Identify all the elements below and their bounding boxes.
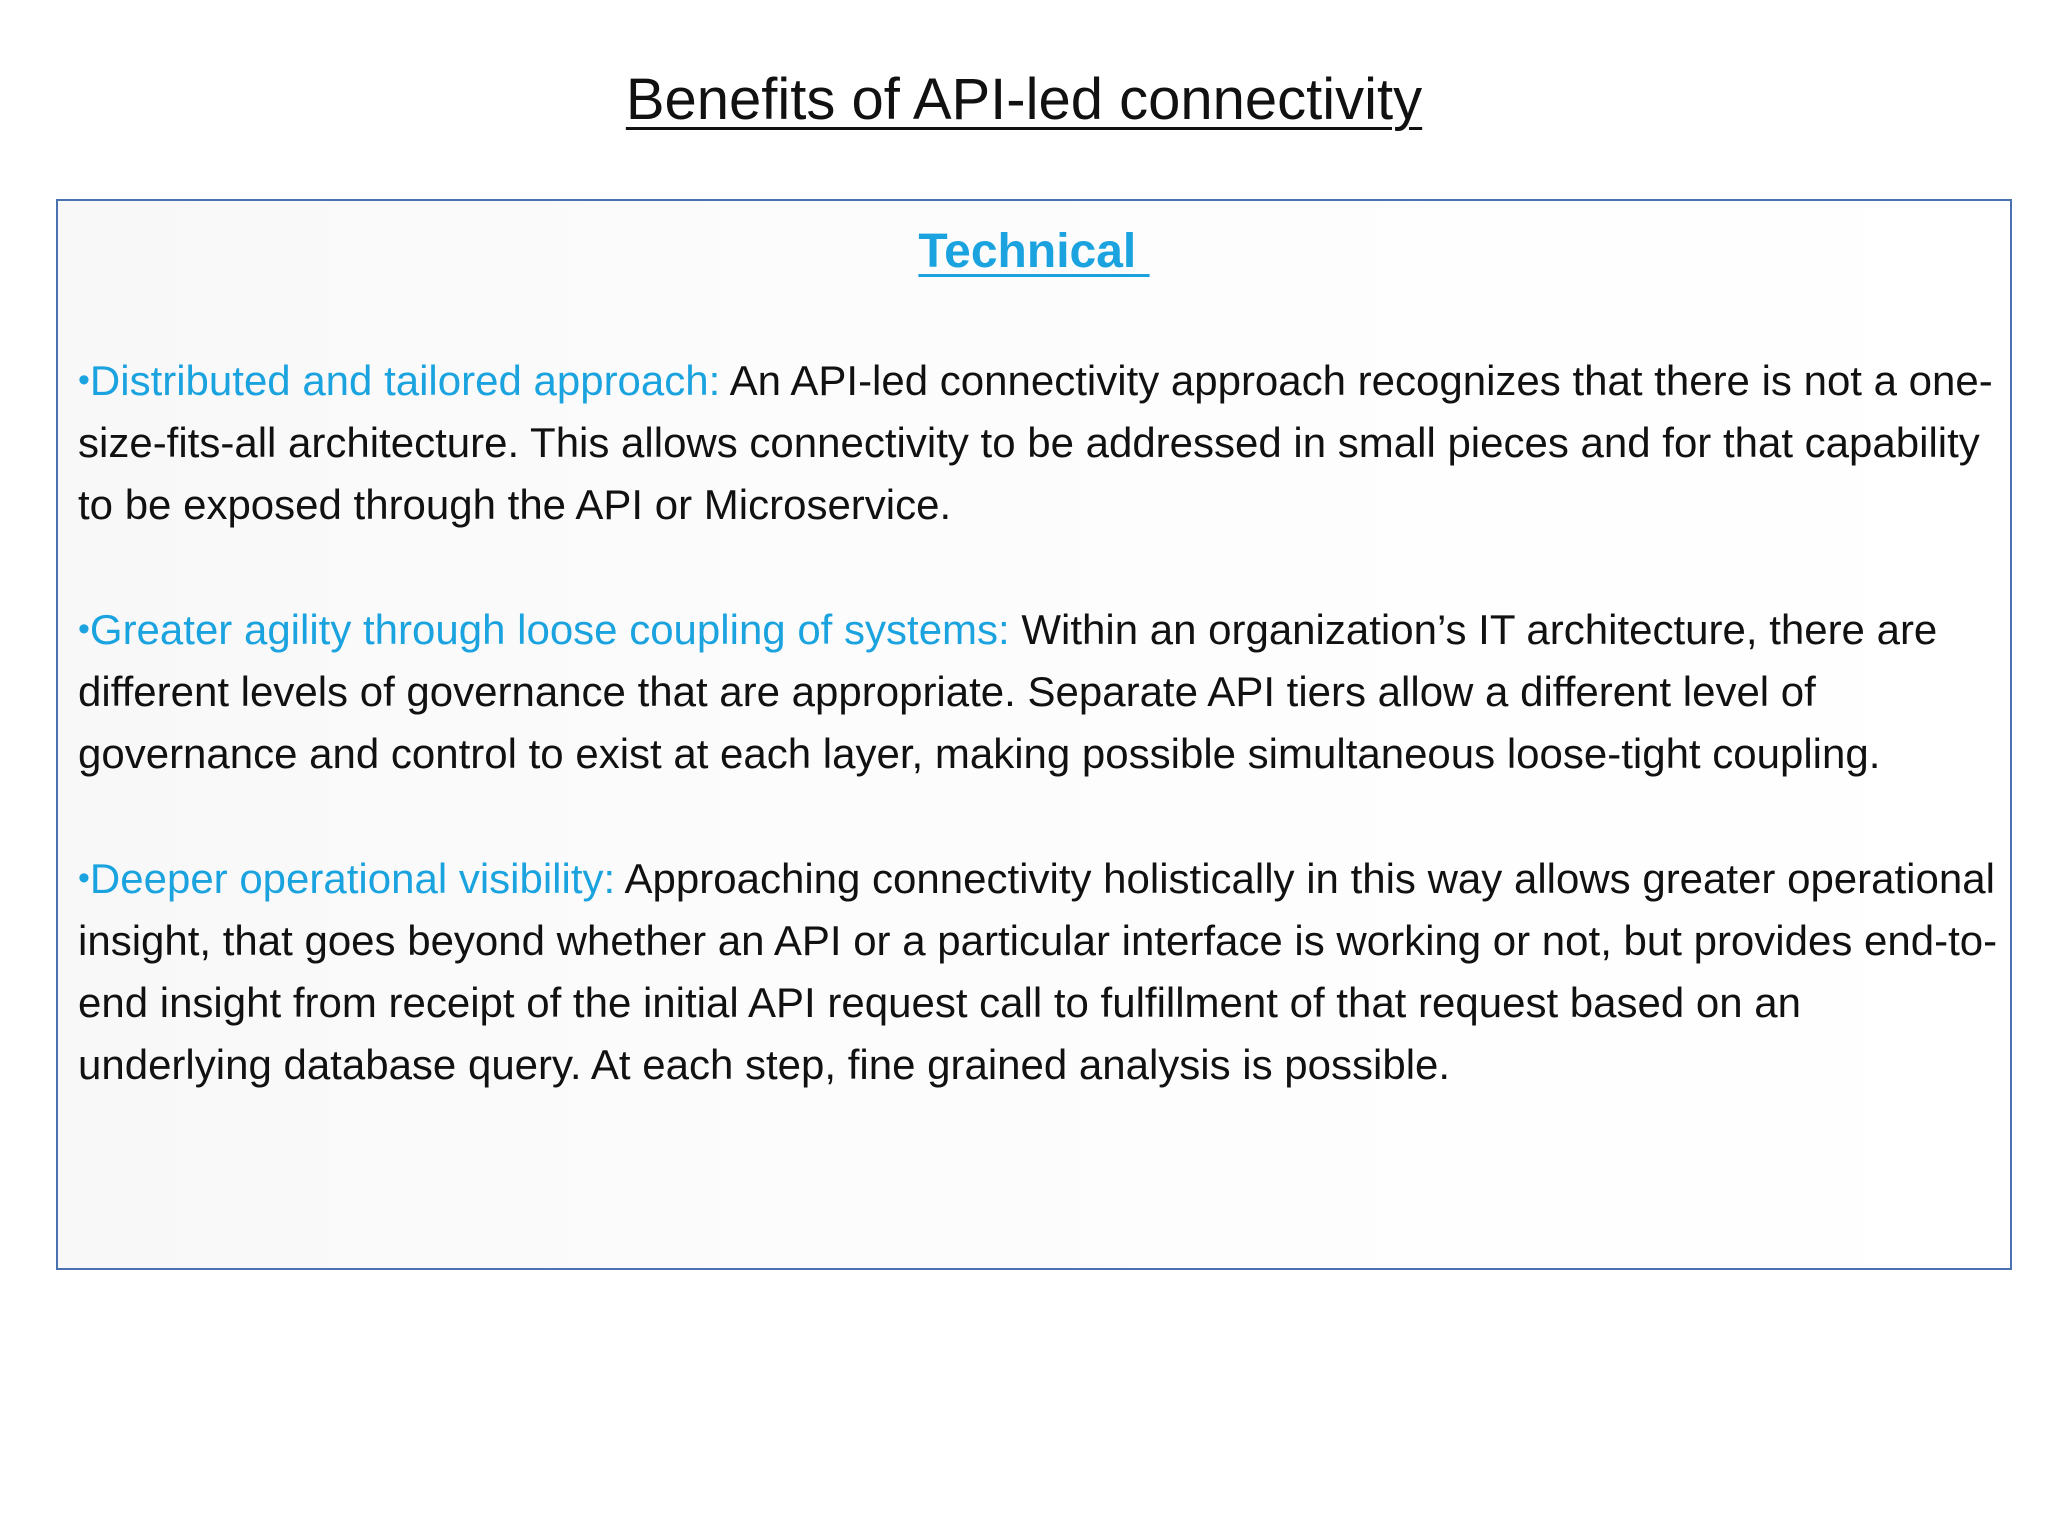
bullet-text: An API-led connectivity approach recognizes that there is not a one-size-fits-all architecture. This allows connectivity to be addressed in small pieces and for that capability to be exposed through the API or Microservice. <box>78 357 1993 528</box>
content-box <box>56 199 2012 1270</box>
bullet-text: Within an organization’s IT architecture, there are different levels of governance that are appropriate. Separate API tiers allow a different level of governance and control to exist at each layer, making possible simultaneous loose-tight coupling. <box>78 606 1938 777</box>
bullet-item-operational-visibility <box>78 847 1998 1096</box>
bullet-marker: • <box>78 610 90 648</box>
bullet-list <box>78 349 1998 1096</box>
bullet-lead: Greater agility through loose coupling of systems: <box>89 606 1010 653</box>
bullet-lead: Distributed and tailored approach: <box>89 357 721 404</box>
bullet-item-distributed-approach <box>78 349 1998 536</box>
bullet-marker: • <box>78 859 90 897</box>
bullet-item-greater-agility <box>78 598 1998 785</box>
bullet-text: Approaching connectivity holistically in this way allows greater operational insight, that goes beyond whether an API or a particular interface is working or not, but provides end-to-end insight from receipt of the initial API request call to fulfillment of that request based on an underlying database query. At each step, fine grained analysis is possible. <box>78 855 1998 1088</box>
bullet-lead: Deeper operational visibility: <box>89 855 616 902</box>
slide-title: Benefits of API-led connectivity <box>625 67 1423 132</box>
bullet-marker: • <box>78 361 90 399</box>
section-heading: Technical <box>918 225 1150 278</box>
